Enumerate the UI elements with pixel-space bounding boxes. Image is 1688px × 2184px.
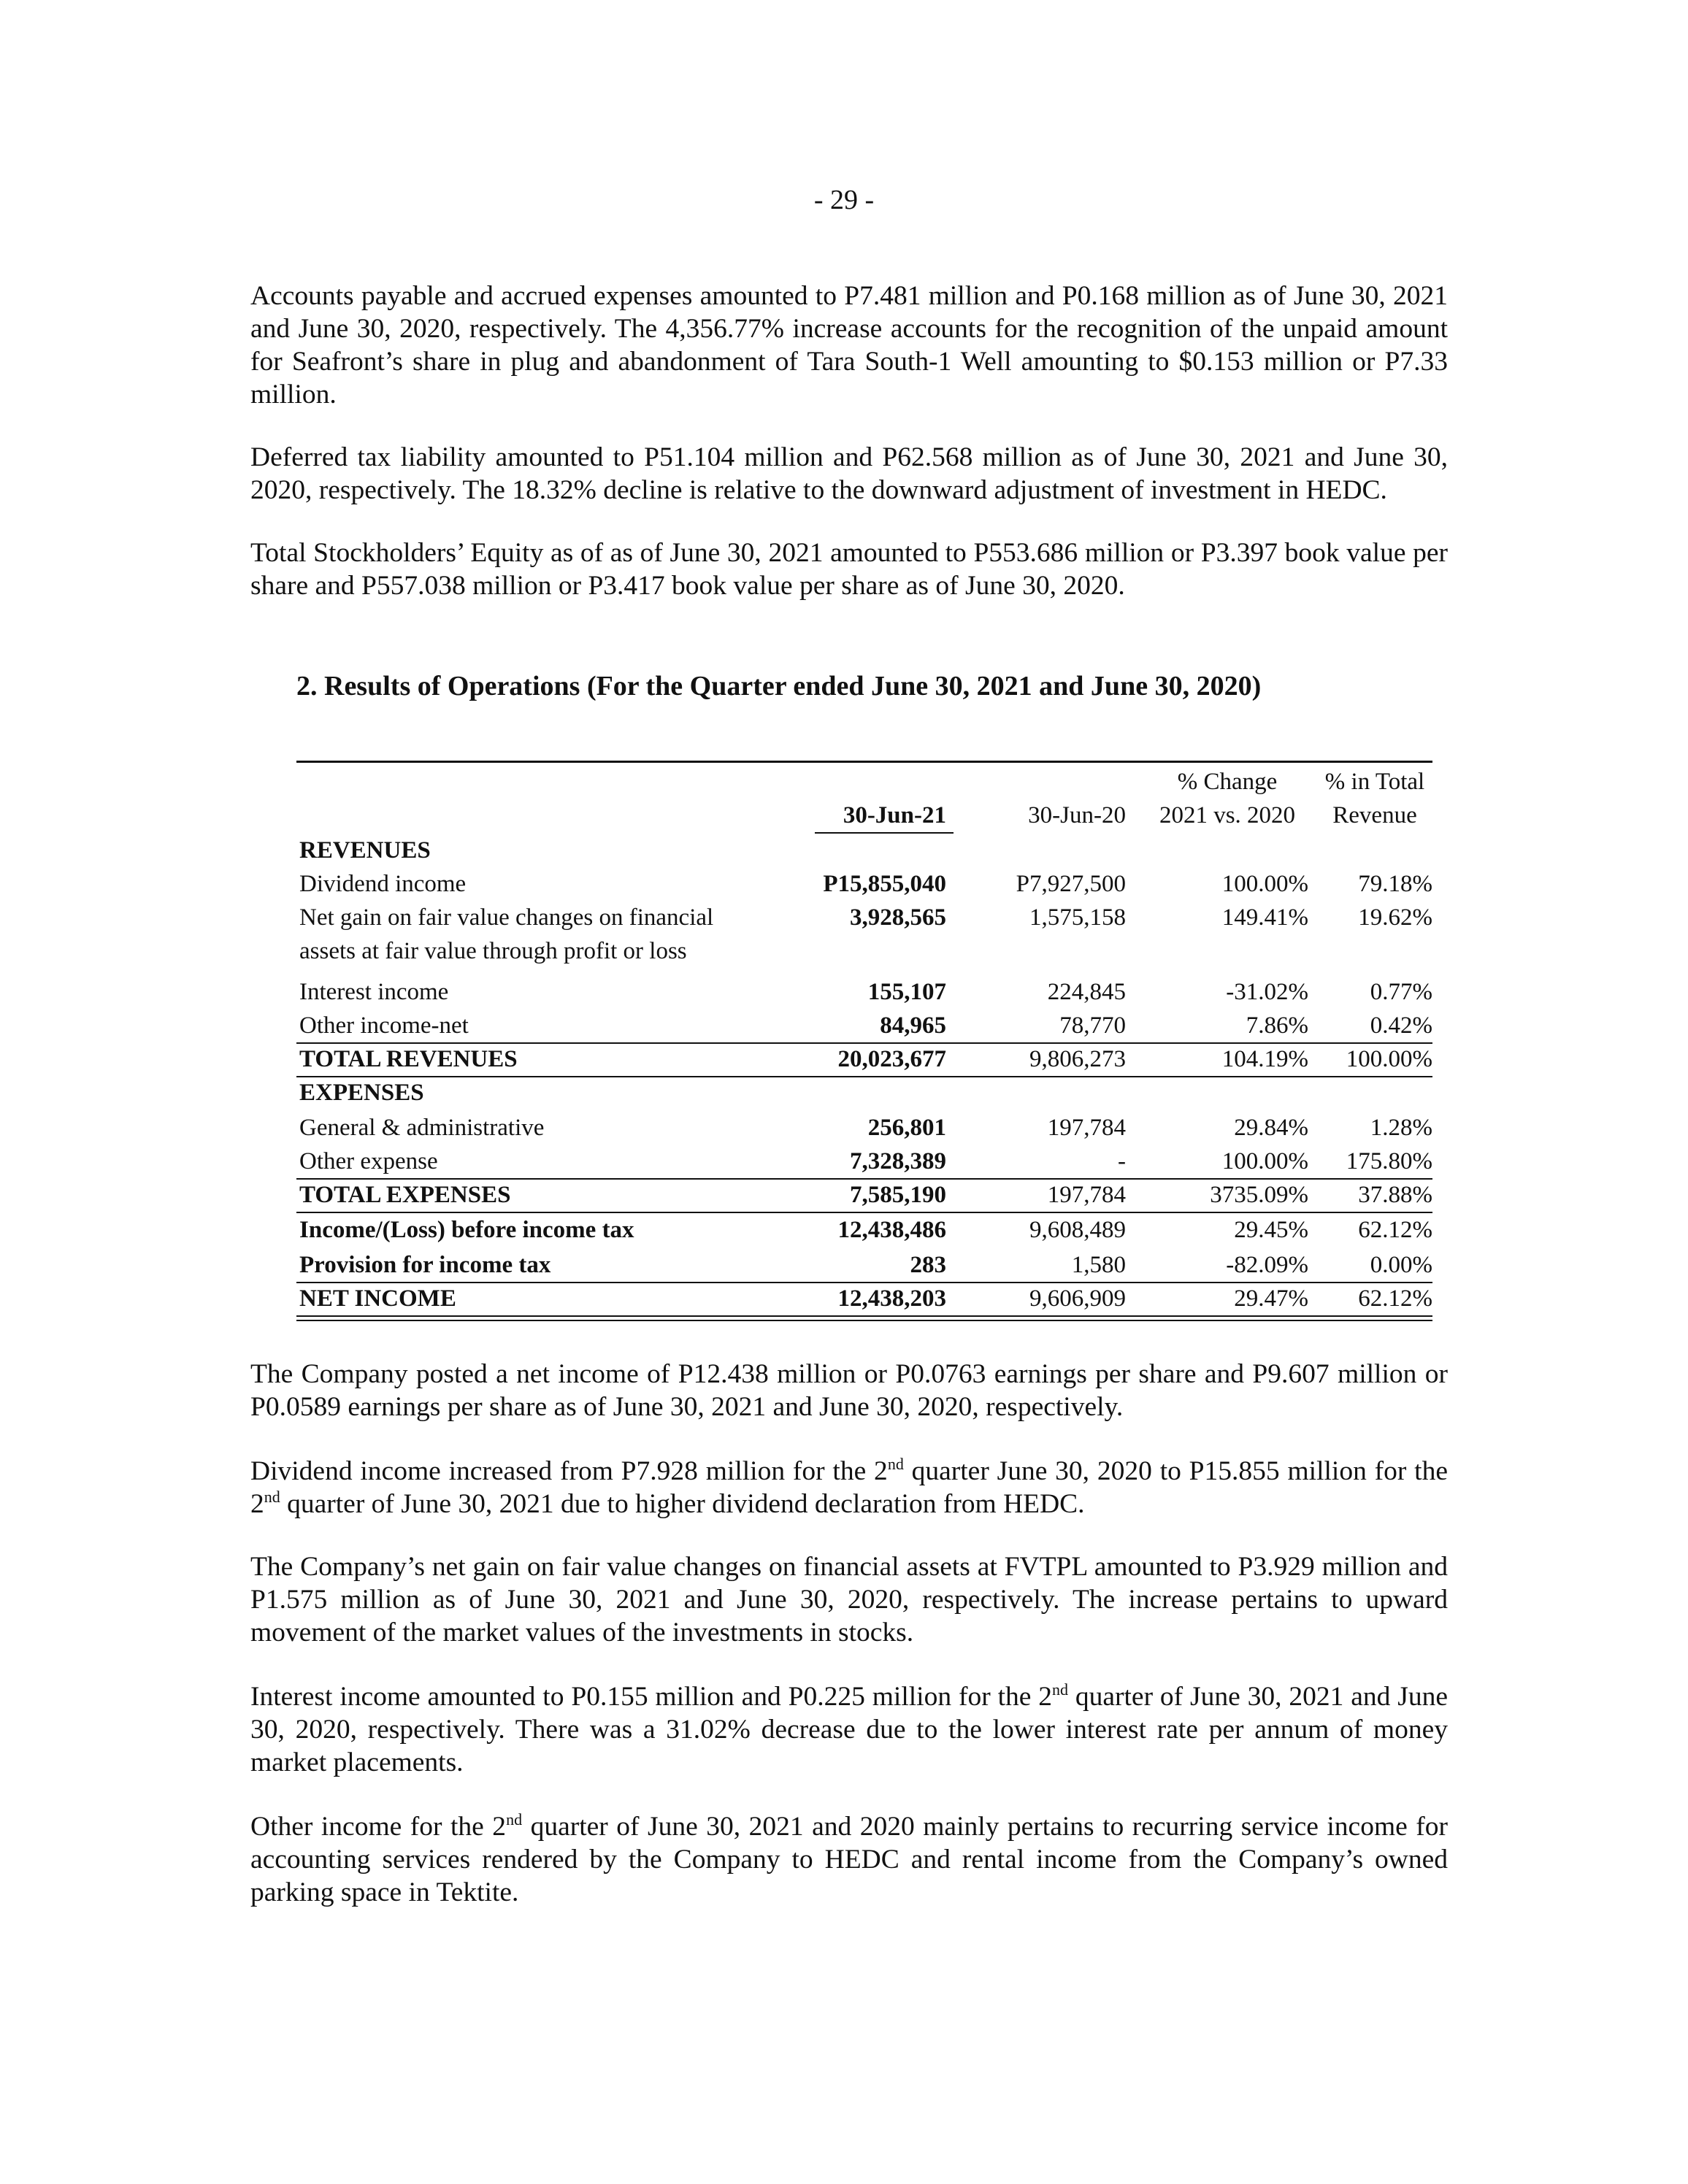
value-2020: 9,806,273 — [1029, 1046, 1126, 1072]
pct-of-revenue: 175.80% — [1346, 1148, 1432, 1174]
paragraph-net-income: The Company posted a net income of P12.438 million or P0.0763 earnings per share and P9.607 million or P0.0589 earnings per share as of June 30, 2021 and June 30, 2020, respectively. — [250, 1359, 1448, 1422]
pct-of-revenue: 79.18% — [1358, 871, 1432, 897]
table-top-rule — [296, 761, 1432, 763]
table-row-expenses-label — [296, 1076, 1432, 1110]
table-row-dividend — [296, 867, 1432, 901]
value-2021: 20,023,677 — [837, 1046, 946, 1072]
value-2020: 197,784 — [1047, 1115, 1126, 1141]
revenues-section-label: REVENUES — [299, 837, 431, 864]
pct-change: -31.02% — [1226, 979, 1308, 1005]
paragraph-text: quarter June 30, 2020 to P15.855 million for the 2 — [250, 1456, 1448, 1519]
ordinal-suffix: nd — [887, 1455, 904, 1473]
pct-change: 29.84% — [1234, 1115, 1308, 1141]
table-row-interest — [296, 975, 1432, 1009]
pct-change: 3735.09% — [1210, 1182, 1308, 1208]
header-pct-total-line1: % in Total — [1324, 769, 1425, 795]
paragraph-text: Dividend income increased from P7.928 million for the 2 — [250, 1456, 888, 1486]
paragraph-text: Interest income amounted to P0.155 million and P0.225 million for the 2 — [250, 1682, 1052, 1712]
value-2021: 12,438,203 — [837, 1285, 946, 1312]
row-label-line1: Net gain on fair value changes on financial — [299, 904, 714, 931]
row-label-line2: assets at fair value through profit or loss — [299, 938, 687, 964]
pct-of-revenue: 0.42% — [1370, 1012, 1432, 1039]
value-2021: P15,855,040 — [823, 871, 946, 897]
table-row-net-income — [296, 1282, 1432, 1315]
pct-change: 7.86% — [1246, 1012, 1308, 1039]
paragraph-text: quarter of June 30, 2021 and June 30, 2020, respectively. There was a 31.02% decrease due to the lower interest rate per annum of money market placements. — [250, 1682, 1448, 1777]
pct-of-revenue: 0.00% — [1370, 1252, 1432, 1278]
paragraph-fvtpl: The Company’s net gain on fair value changes on financial assets at FVTPL amounted to P3.929 million and P1.575 million as of June 30, 2021 and June 30, 2020, respectively. The increase pertains to upward movement of the market values of the investments in stocks. — [250, 1552, 1448, 1647]
row-label: TOTAL REVENUES — [299, 1046, 518, 1072]
pct-change: 104.19% — [1221, 1046, 1308, 1072]
table-row-total-revenues — [296, 1042, 1432, 1076]
paragraph-stockholders-equity: Total Stockholders’ Equity as of as of June 30, 2021 amounted to P553.686 million or P3.397 book value per share and P557.038 million or P3.417 book value per share as of June 30, 2020. — [250, 538, 1448, 601]
page-number: - 29 - — [813, 185, 875, 215]
pct-change: 149.41% — [1221, 904, 1308, 931]
table-row-net-gain — [296, 901, 1432, 934]
row-label: NET INCOME — [299, 1285, 456, 1312]
table-row-gen-admin — [296, 1111, 1432, 1145]
table-header-row-2 — [296, 799, 1432, 832]
table-row-net-gain-cont — [296, 934, 1432, 968]
paragraph-text: quarter of June 30, 2021 and 2020 mainly pertains to recurring service income for accounting services rendered by the Company to HEDC and rental income from the Company’s owned parking space in Tektite. — [250, 1812, 1448, 1907]
value-2020: 224,845 — [1047, 979, 1126, 1005]
pct-of-revenue: 62.12% — [1358, 1285, 1432, 1312]
value-2021: 155,107 — [867, 979, 946, 1005]
table-row-other-expense — [296, 1145, 1432, 1178]
value-2021: 84,965 — [880, 1012, 946, 1039]
rule-double-net-income — [296, 1315, 1432, 1321]
table-row-other-income — [296, 1009, 1432, 1042]
paragraph-interest-income — [250, 1680, 1448, 1779]
header-pct-change-line2: 2021 vs. 2020 — [1159, 802, 1296, 828]
value-2020: 78,770 — [1059, 1012, 1126, 1039]
ordinal-suffix: nd — [264, 1488, 280, 1506]
value-2021: 256,801 — [867, 1115, 946, 1141]
pct-change: 29.47% — [1234, 1285, 1308, 1312]
header-30-jun-21: 30-Jun-21 — [843, 802, 946, 828]
value-2020: 197,784 — [1047, 1182, 1126, 1208]
paragraph-deferred-tax: Deferred tax liability amounted to P51.104 million and P62.568 million as of June 30, 2021 and June 30, 2020, respectively. The 18.32% decline is relative to the downward adjustment of investment in HEDC. — [250, 442, 1448, 505]
pct-change: 29.45% — [1234, 1217, 1308, 1243]
header-pct-total-line2: Revenue — [1332, 802, 1417, 828]
value-2021: 7,585,190 — [850, 1182, 946, 1208]
value-2020: - — [1118, 1148, 1126, 1174]
paragraph-text: quarter of June 30, 2021 due to higher dividend declaration from HEDC. — [280, 1489, 1085, 1519]
paragraph-other-income — [250, 1810, 1448, 1909]
table-row-provision — [296, 1248, 1432, 1282]
pct-of-revenue: 100.00% — [1346, 1046, 1432, 1072]
pct-change: 100.00% — [1221, 1148, 1308, 1174]
paragraph-dividend-income — [250, 1455, 1448, 1520]
pct-of-revenue: 19.62% — [1358, 904, 1432, 931]
value-2021: 12,438,486 — [837, 1217, 946, 1243]
ordinal-suffix: nd — [506, 1810, 523, 1829]
value-2020: 9,606,909 — [1029, 1285, 1126, 1312]
pct-of-revenue: 37.88% — [1358, 1182, 1432, 1208]
value-2020: P7,927,500 — [1016, 871, 1126, 897]
pct-change: -82.09% — [1226, 1252, 1308, 1278]
paragraph-accounts-payable: Accounts payable and accrued expenses amounted to P7.481 million and P0.168 million as of June 30, 2021 and June 30, 2020, respectively. The 4,356.77% increase accounts for the recognition of the unpaid amount for Seafront’s share in plug and abandonment of Tara South-1 Well amounting to $0.153 million or P7.33 million. — [250, 281, 1448, 410]
value-2021: 7,328,389 — [850, 1148, 946, 1174]
table-row-income-before-tax — [296, 1213, 1432, 1247]
row-label: Interest income — [299, 979, 449, 1005]
value-2021: 3,928,565 — [850, 904, 946, 931]
row-label: General & administrative — [299, 1115, 545, 1141]
header-30-jun-20: 30-Jun-20 — [1028, 802, 1126, 828]
row-label: Dividend income — [299, 871, 467, 897]
row-label: Other income-net — [299, 1012, 469, 1039]
row-label: Provision for income tax — [299, 1252, 551, 1278]
pct-change: 100.00% — [1221, 871, 1308, 897]
section-heading-results-of-operations: 2. Results of Operations (For the Quarter ended June 30, 2021 and June 30, 2020) — [296, 671, 1262, 701]
pct-of-revenue: 62.12% — [1358, 1217, 1432, 1243]
ordinal-suffix: nd — [1052, 1680, 1068, 1699]
value-2020: 1,575,158 — [1029, 904, 1126, 931]
row-label: Other expense — [299, 1148, 438, 1174]
value-2020: 9,608,489 — [1029, 1217, 1126, 1243]
row-label: TOTAL EXPENSES — [299, 1182, 511, 1208]
header-pct-change-line1: % Change — [1177, 769, 1278, 795]
value-2020: 1,580 — [1071, 1252, 1126, 1278]
table-header-row-1 — [296, 765, 1432, 799]
value-2021: 283 — [910, 1252, 946, 1278]
table-row-total-expenses — [296, 1178, 1432, 1212]
pct-of-revenue: 0.77% — [1370, 979, 1432, 1005]
row-label: Income/(Loss) before income tax — [299, 1217, 634, 1243]
pct-of-revenue: 1.28% — [1370, 1115, 1432, 1141]
expenses-section-label: EXPENSES — [299, 1080, 424, 1106]
paragraph-text: Other income for the 2 — [250, 1812, 507, 1842]
table-row-revenues-label — [296, 834, 1432, 867]
